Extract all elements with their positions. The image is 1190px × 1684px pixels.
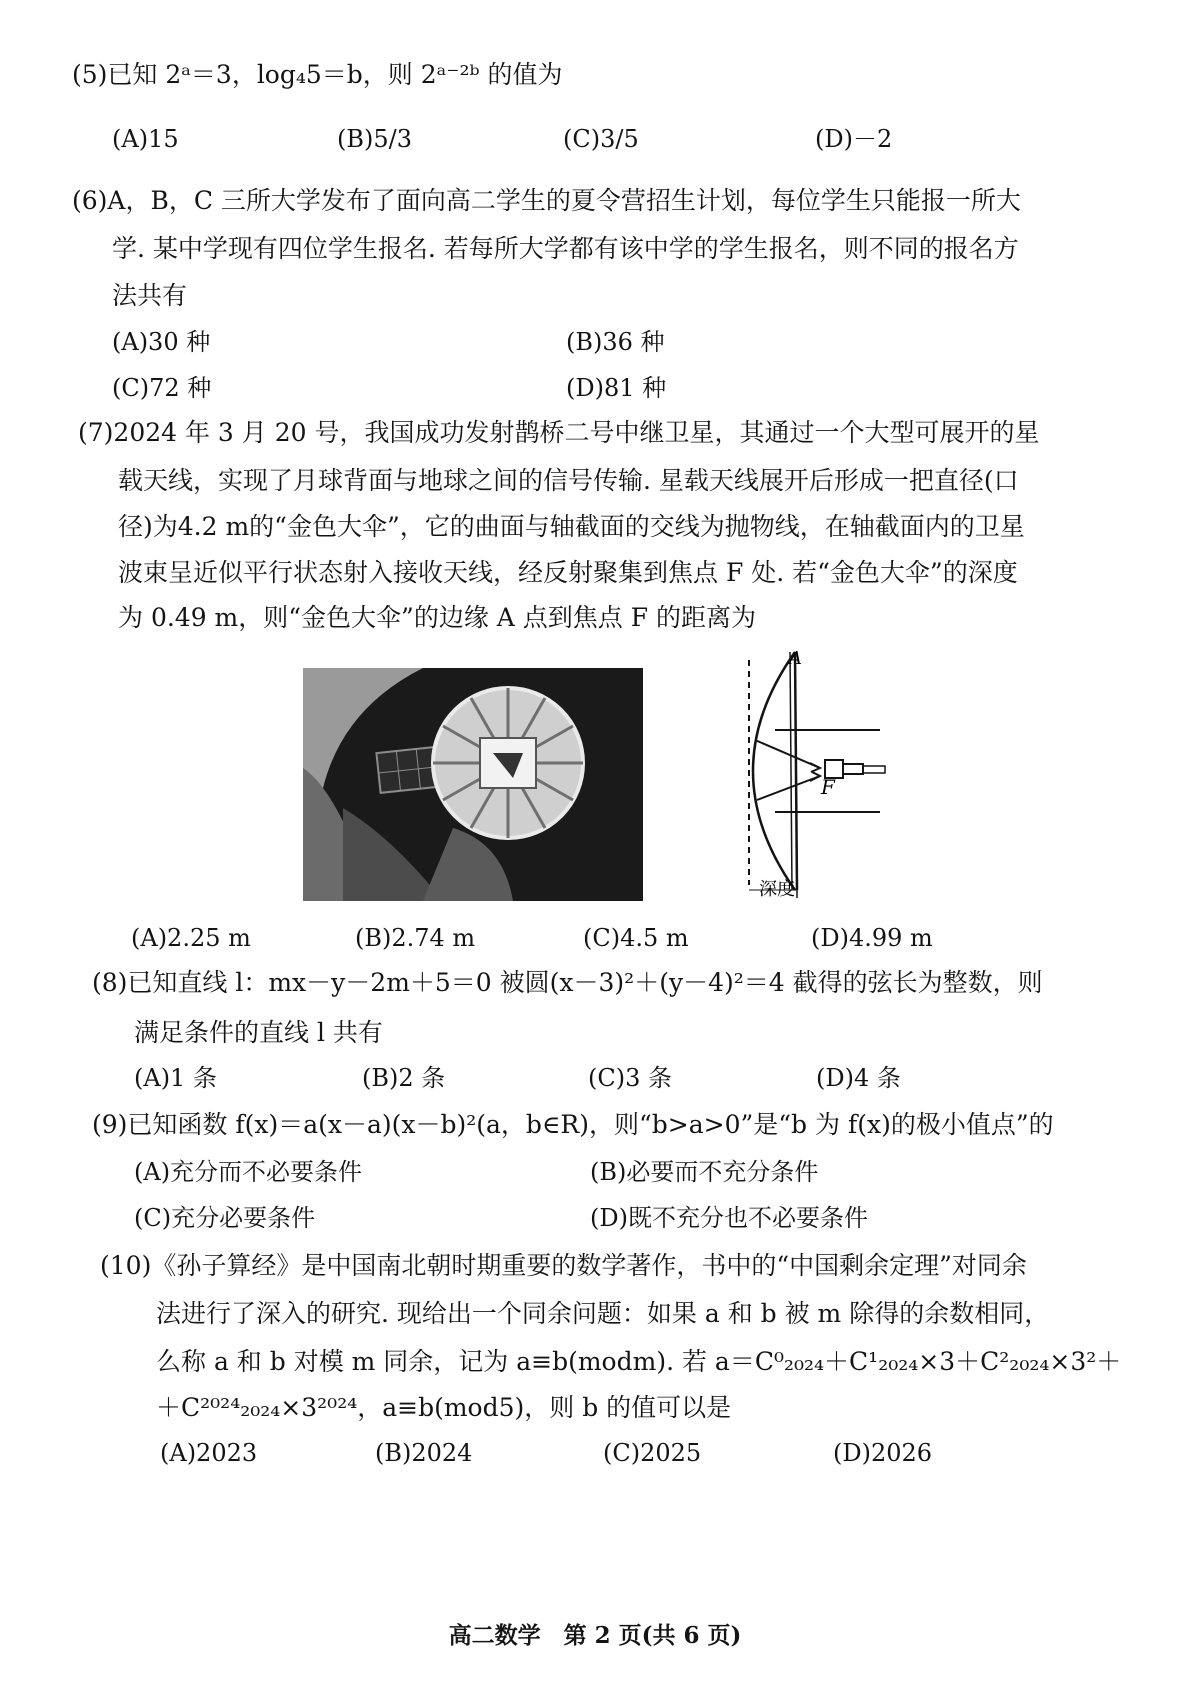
q6-option-d: (D)81 种	[566, 374, 667, 402]
q7-line-3: 径)为4.2 m的“金色大伞”，它的曲面与轴截面的交线为抛物线，在轴截面内的卫星	[118, 512, 1025, 541]
q9-option-a: (A)充分而不必要条件	[134, 1158, 363, 1186]
page-footer: 高二数学 第 2 页(共 6 页)	[448, 1622, 742, 1649]
q10-option-d: (D)2026	[833, 1439, 933, 1467]
q7-option-c: (C)4.5 m	[583, 924, 689, 952]
q9-option-c: (C)充分必要条件	[134, 1204, 316, 1232]
q6-option-c: (C)72 种	[112, 374, 212, 402]
focus-f-label: F	[821, 775, 835, 799]
q9-option-d: (D)既不充分也不必要条件	[590, 1204, 868, 1232]
q7-option-b: (B)2.74 m	[355, 924, 476, 952]
q7-option-a: (A)2.25 m	[131, 924, 251, 952]
parabola-diagram	[735, 640, 905, 902]
q10-line-3: 么称 a 和 b 对模 m 同余，记为 a≡b(modm). 若 a＝C⁰₂₀₂₄＋C¹₂₀₂₄×3＋C²₂₀₂₄×3²＋	[156, 1347, 1122, 1376]
q5-stem: (5)已知 2ᵃ＝3，log₄5＝b，则 2ᵃ⁻²ᵇ 的值为	[72, 60, 563, 89]
q8-option-d: (D)4 条	[816, 1064, 901, 1092]
point-a-label: A	[789, 648, 802, 669]
q8-option-b: (B)2 条	[362, 1064, 446, 1092]
q8-option-c: (C)3 条	[588, 1064, 672, 1092]
q7-line-2: 载天线，实现了月球背面与地球之间的信号传输. 星载天线展开后形成一把直径(口	[118, 466, 1019, 495]
q7-option-d: (D)4.99 m	[811, 924, 933, 952]
q10-option-a: (A)2023	[160, 1439, 258, 1467]
q8-line-2: 满足条件的直线 l 共有	[134, 1018, 383, 1047]
q10-line-4: ＋C²⁰²⁴₂₀₂₄×3²⁰²⁴，a≡b(mod5)，则 b 的值可以是	[156, 1393, 732, 1422]
q10-option-c: (C)2025	[603, 1439, 702, 1467]
depth-label: 深度	[759, 879, 795, 900]
q5-option-b: (B)5/3	[337, 125, 412, 153]
q7-line-4: 波束呈近似平行状态射入接收天线，经反射聚集到焦点 F 处. 若“金色大伞”的深度	[118, 558, 1018, 587]
q9-option-b: (B)必要而不充分条件	[590, 1158, 819, 1186]
q9-line-1: (9)已知函数 f(x)＝a(x－a)(x－b)²(a，b∈R)，则“b>a>0”是“b 为 f(x)的极小值点”的	[92, 1110, 1054, 1139]
q6-line-1: (6)A，B，C 三所大学发布了面向高二学生的夏令营招生计划，每位学生只能报一所大	[72, 186, 1021, 215]
q5-option-a: (A)15	[112, 125, 179, 153]
q7-line-1: (7)2024 年 3 月 20 号，我国成功发射鹊桥二号中继卫星，其通过一个大型可展开的星	[78, 418, 1040, 447]
q6-line-2: 学. 某中学现有四位学生报名. 若每所大学都有该中学的学生报名，则不同的报名方	[112, 234, 1019, 263]
q10-line-1: (10)《孙子算经》是中国南北朝时期重要的数学著作，书中的“中国剩余定理”对同余	[100, 1251, 1027, 1280]
q7-line-5: 为 0.49 m，则“金色大伞”的边缘 A 点到焦点 F 的距离为	[118, 603, 757, 632]
q5-option-d: (D)－2	[815, 125, 893, 153]
q6-option-a: (A)30 种	[112, 328, 211, 356]
q8-line-1: (8)已知直线 l：mx－y－2m＋5＝0 被圆(x－3)²＋(y－4)²＝4 截得的弦长为整数，则	[92, 968, 1043, 997]
q6-line-3: 法共有	[112, 281, 188, 310]
q10-line-2: 法进行了深入的研究. 现给出一个同余问题：如果 a 和 b 被 m 除得的余数相同，	[156, 1299, 1050, 1328]
q5-option-c: (C)3/5	[563, 125, 639, 153]
q10-option-b: (B)2024	[375, 1439, 473, 1467]
satellite-photo	[303, 668, 643, 901]
q8-option-a: (A)1 条	[134, 1064, 217, 1092]
q6-option-b: (B)36 种	[566, 328, 665, 356]
